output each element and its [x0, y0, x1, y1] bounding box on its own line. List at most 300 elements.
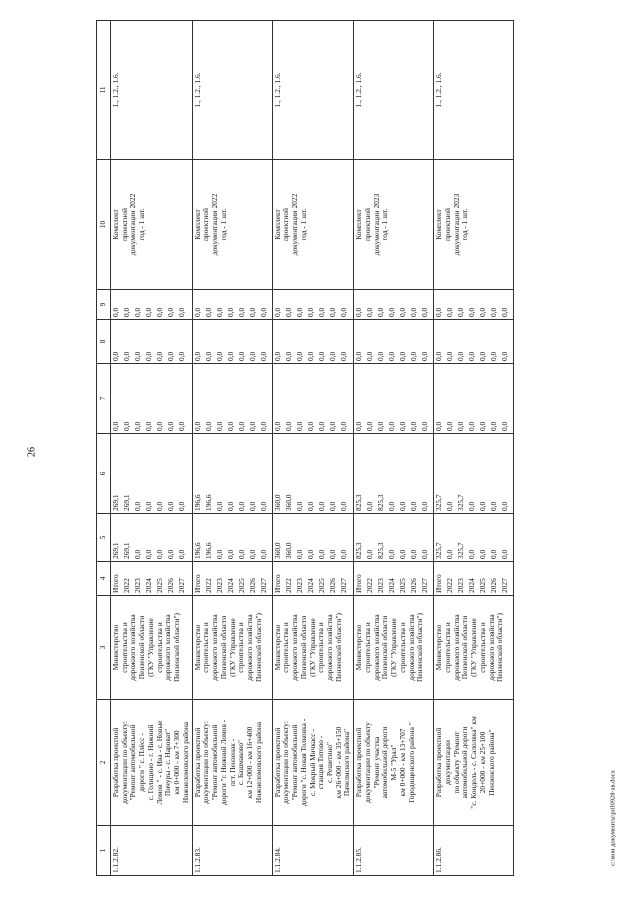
value-col7: 0,0 — [225, 421, 235, 431]
value-col7: 0,0 — [111, 421, 120, 431]
value-col7: 0,0 — [258, 421, 268, 431]
name-line: "Ремонт автомобильной — [210, 724, 220, 801]
row-col5-cell — [272, 514, 354, 562]
value-col6: 0,0 — [420, 501, 430, 511]
value-col6: 0,0 — [305, 501, 315, 511]
indicator-codes: 1., 1.2., 1.6. — [192, 72, 202, 108]
value-col9: 0,0 — [155, 307, 164, 317]
name-line: "с. Кондоль - с. Салолвка" км — [469, 716, 479, 809]
value-col7: 0,0 — [478, 421, 488, 431]
value-col5: 0,0 — [177, 549, 186, 559]
row-result-cell — [192, 160, 272, 290]
header-cell: 4 — [97, 562, 111, 596]
year-label: 2027 — [420, 578, 430, 593]
name-line: км 12+000 - км 16+400 — [245, 726, 255, 799]
value-col9: 0,0 — [305, 307, 315, 317]
name-line: "Ремонт автомобильной — [290, 724, 300, 801]
year-label: 2024 — [225, 578, 235, 593]
result-line: Комплект — [111, 209, 120, 240]
value-col9: 0,0 — [272, 307, 282, 317]
executor-line: строительства и — [201, 622, 211, 673]
indicator-codes: 1., 1.2., 1.6. — [272, 72, 282, 108]
row-result-cell — [111, 160, 193, 290]
row-year-cell — [272, 562, 354, 596]
value-col5: 0,0 — [327, 549, 337, 559]
executor-line: Пензенской области") — [495, 613, 505, 682]
executor-line: дорожного хозяйства — [290, 614, 300, 681]
row-code-cell — [192, 826, 272, 876]
value-col9: 0,0 — [420, 307, 430, 317]
value-col9: 0,0 — [489, 307, 499, 317]
row-col7-cell — [111, 364, 193, 434]
executor-line: Пензенской области — [380, 615, 390, 680]
value-col8: 0,0 — [456, 351, 466, 361]
value-col7: 0,0 — [203, 421, 213, 431]
value-col7: 0,0 — [376, 421, 386, 431]
year-label: 2024 — [467, 578, 477, 593]
result-line: год - 1 шт. — [298, 208, 308, 241]
year-label: 2026 — [409, 578, 419, 593]
row-col5-cell — [192, 514, 272, 562]
row-name-cell — [354, 700, 434, 826]
result-line: проектной — [442, 207, 452, 242]
executor-line: дорожного хозяйства — [406, 614, 416, 681]
table-row — [111, 21, 193, 876]
year-label: 2024 — [305, 578, 315, 593]
value-col8: 0,0 — [247, 351, 257, 361]
row-col6-cell — [192, 434, 272, 514]
value-col9: 0,0 — [294, 307, 304, 317]
value-col8: 0,0 — [398, 351, 408, 361]
value-col6: 325,7 — [456, 494, 466, 511]
name-line: км 0+000 - км 13+707 — [397, 728, 407, 797]
table-row — [192, 21, 272, 876]
result-line: год - 1 шт. — [218, 208, 228, 241]
row-col6-cell — [434, 434, 514, 514]
year-label: 2022 — [445, 578, 455, 593]
value-col9: 0,0 — [166, 307, 175, 317]
result-line: документации 2023 — [371, 193, 381, 256]
result-line: проектной — [362, 207, 372, 242]
row-executor-cell — [354, 596, 434, 700]
value-col6: 0,0 — [398, 501, 408, 511]
value-col6: 825,3 — [354, 494, 364, 511]
year-label: 2027 — [338, 578, 348, 593]
header-cell: 7 — [97, 364, 111, 434]
value-col6: 0,0 — [338, 501, 348, 511]
value-col6: 0,0 — [327, 501, 337, 511]
value-col5: 0,0 — [316, 549, 326, 559]
table-row — [434, 21, 514, 876]
value-col6: 0,0 — [316, 501, 326, 511]
value-col6: 0,0 — [155, 501, 164, 511]
value-col6: 325,7 — [434, 494, 444, 511]
value-col5: 0,0 — [338, 549, 348, 559]
result-line: год - 1 шт. — [460, 208, 470, 241]
row-indicator-cell — [434, 21, 514, 160]
executor-line: Пензенской области") — [172, 613, 182, 682]
year-label: 2027 — [177, 578, 186, 593]
row-indicator-cell — [272, 21, 354, 160]
value-col8: 0,0 — [236, 351, 246, 361]
name-line: по объекту "Ремонт — [451, 731, 461, 794]
row-result-cell — [434, 160, 514, 290]
name-line: Нижнеломовского района — [180, 721, 190, 804]
value-col7: 0,0 — [294, 421, 304, 431]
executor-line: Пензенской области") — [415, 613, 425, 682]
name-line: автомобильной дороги — [380, 726, 390, 799]
value-col8: 0,0 — [489, 351, 499, 361]
value-col6: 0,0 — [445, 501, 455, 511]
row-col9-cell — [192, 290, 272, 320]
name-line: с. Башмаково" — [236, 739, 246, 786]
value-col7: 0,0 — [305, 421, 315, 431]
result-line: проектной — [201, 207, 211, 242]
value-col5: 0,0 — [155, 549, 164, 559]
year-label: 2022 — [122, 578, 131, 593]
value-col5: 0,0 — [166, 549, 175, 559]
executor-line: (ГКУ "Управление — [227, 618, 237, 677]
value-col7: 0,0 — [133, 421, 142, 431]
table-body — [97, 21, 514, 876]
row-indicator-cell — [111, 21, 193, 160]
value-col7: 0,0 — [338, 421, 348, 431]
value-col8: 0,0 — [420, 351, 430, 361]
value-col7: 0,0 — [214, 421, 224, 431]
executor-line: дорожного хозяйства — [371, 614, 381, 681]
name-line: Разработка проектной — [192, 727, 202, 798]
name-line: документации по объекту: — [119, 721, 129, 804]
value-col6: 269,1 — [111, 494, 120, 511]
value-col5: 0,0 — [305, 549, 315, 559]
row-col7-cell — [272, 364, 354, 434]
value-col6: 196,6 — [203, 494, 213, 511]
result-line: Комплект — [354, 209, 364, 240]
value-col9: 0,0 — [177, 307, 186, 317]
value-col7: 0,0 — [192, 421, 202, 431]
value-col5: 0,0 — [236, 549, 246, 559]
name-line: с. Мокрый Мичкасс - — [307, 729, 317, 796]
value-col5: 325,7 — [456, 542, 466, 559]
value-col8: 0,0 — [166, 351, 175, 361]
value-col5: 0,0 — [294, 549, 304, 559]
value-col5: 825,3 — [376, 542, 386, 559]
row-year-cell — [111, 562, 193, 596]
executor-line: строительства и — [281, 622, 291, 673]
row-code-cell — [354, 826, 434, 876]
row-name-cell — [434, 700, 514, 826]
name-line: Городищенского района " — [406, 722, 416, 803]
value-col8: 0,0 — [203, 351, 213, 361]
year-label: 2025 — [398, 578, 408, 593]
result-line: документации 2022 — [210, 193, 220, 256]
year-label: 2023 — [214, 578, 224, 593]
value-col7: 0,0 — [420, 421, 430, 431]
value-col5: 0,0 — [467, 549, 477, 559]
value-col6: 0,0 — [133, 501, 142, 511]
executor-line: Пензенской области") — [253, 613, 263, 682]
value-col6: 0,0 — [409, 501, 419, 511]
value-col5: 0,0 — [214, 549, 224, 559]
value-col9: 0,0 — [144, 307, 153, 317]
row-col6-cell — [354, 434, 434, 514]
year-label: 2027 — [258, 578, 268, 593]
row-executor-cell — [272, 596, 354, 700]
row-year-cell — [192, 562, 272, 596]
value-col9: 0,0 — [258, 307, 268, 317]
value-col6: 0,0 — [247, 501, 257, 511]
value-col8: 0,0 — [192, 351, 202, 361]
year-label: 2022 — [283, 578, 293, 593]
executor-line: Пензенской области — [460, 615, 470, 680]
year-label: 2025 — [478, 578, 488, 593]
value-col8: 0,0 — [327, 351, 337, 361]
value-col6: 0,0 — [214, 501, 224, 511]
row-name-cell — [272, 700, 354, 826]
name-line: автомобильной дороги — [460, 726, 470, 799]
row-col8-cell — [192, 320, 272, 364]
value-col7: 0,0 — [387, 421, 397, 431]
row-col7-cell — [354, 364, 434, 434]
value-col5: 196,6 — [192, 542, 202, 559]
value-col5: 0,0 — [489, 549, 499, 559]
header-row — [97, 21, 111, 876]
executor-line: Пензенской области — [218, 615, 228, 680]
name-line: с. Голицино - г. Нижний — [145, 724, 155, 801]
executor-line: дорожного хозяйства — [486, 614, 496, 681]
page-number: 26 — [26, 447, 38, 457]
row-col5-cell — [354, 514, 434, 562]
indicator-codes: 1., 1.2., 1.6. — [111, 72, 120, 108]
value-col6: 0,0 — [166, 501, 175, 511]
row-col6-cell — [272, 434, 354, 514]
year-label: 2026 — [247, 578, 257, 593]
name-line: Разработка проектной — [354, 727, 364, 798]
value-col8: 0,0 — [365, 351, 375, 361]
value-col6: 0,0 — [144, 501, 153, 511]
value-col6: 0,0 — [365, 501, 375, 511]
value-col7: 0,0 — [177, 421, 186, 431]
value-col6: 0,0 — [294, 501, 304, 511]
value-col7: 0,0 — [354, 421, 364, 431]
row-col9-cell — [272, 290, 354, 320]
year-label: Итого — [354, 574, 364, 593]
year-label: 2023 — [456, 578, 466, 593]
value-col5: 0,0 — [365, 549, 375, 559]
value-col9: 0,0 — [456, 307, 466, 317]
value-col6: 196,6 — [192, 494, 202, 511]
value-col5: 325,7 — [434, 542, 444, 559]
value-col5: 0,0 — [445, 549, 455, 559]
row-executor-cell — [434, 596, 514, 700]
name-line: км 26+000 - км 35+150 — [333, 726, 343, 799]
header-cell: 3 — [97, 596, 111, 700]
executor-line: Пензенской области — [298, 615, 308, 680]
row-executor-cell — [192, 596, 272, 700]
value-col8: 0,0 — [434, 351, 444, 361]
value-col8: 0,0 — [316, 351, 326, 361]
value-col9: 0,0 — [354, 307, 364, 317]
row-col5-cell — [434, 514, 514, 562]
name-line: документации — [442, 740, 452, 785]
header-cell: 10 — [97, 160, 111, 290]
value-col9: 0,0 — [387, 307, 397, 317]
name-line: Пензенского района" — [486, 729, 496, 796]
row-code: 1.1.2.82. — [111, 847, 120, 873]
value-col9: 0,0 — [376, 307, 386, 317]
value-col9: 0,0 — [327, 307, 337, 317]
row-col8-cell — [272, 320, 354, 364]
value-col8: 0,0 — [144, 351, 153, 361]
value-col9: 0,0 — [500, 307, 510, 317]
name-line: 20+000 - км 25+100 — [477, 731, 487, 794]
value-col7: 0,0 — [365, 421, 375, 431]
executor-line: строительства и — [236, 622, 246, 673]
value-col5: 0,0 — [144, 549, 153, 559]
name-line: станция Титово - — [316, 735, 326, 790]
executor-line: строительства и — [477, 622, 487, 673]
value-col6: 360,0 — [283, 494, 293, 511]
value-col5: 360,0 — [272, 542, 282, 559]
result-line: проектной — [281, 207, 291, 242]
value-col6: 0,0 — [387, 501, 397, 511]
value-col8: 0,0 — [305, 351, 315, 361]
indicator-codes: 1., 1.2., 1.6. — [434, 72, 444, 108]
value-col5: 269,1 — [111, 542, 120, 559]
value-col8: 0,0 — [409, 351, 419, 361]
value-col8: 0,0 — [177, 351, 186, 361]
value-col8: 0,0 — [258, 351, 268, 361]
value-col6: 0,0 — [225, 501, 235, 511]
header-cell: 2 — [97, 700, 111, 826]
value-col5: 0,0 — [258, 549, 268, 559]
value-col9: 0,0 — [214, 307, 224, 317]
table-row — [272, 21, 354, 876]
executor-line: дорожного хозяйства — [451, 614, 461, 681]
executor-line: Министерство — [272, 624, 282, 671]
row-code-cell — [434, 826, 514, 876]
value-col9: 0,0 — [467, 307, 477, 317]
program-table — [96, 20, 514, 876]
year-label: 2025 — [316, 578, 326, 593]
header-cell: 11 — [97, 21, 111, 160]
value-col5: 360,0 — [283, 542, 293, 559]
value-col7: 0,0 — [327, 421, 337, 431]
value-col7: 0,0 — [144, 421, 153, 431]
value-col7: 0,0 — [409, 421, 419, 431]
value-col5: 269,1 — [122, 542, 131, 559]
year-label: 2022 — [203, 578, 213, 593]
row-result-cell — [354, 160, 434, 290]
result-line: документации 2022 — [290, 193, 300, 256]
executor-line: Министерство — [354, 624, 364, 671]
row-code: 1.1.2.84. — [272, 847, 282, 873]
value-col9: 0,0 — [225, 307, 235, 317]
executor-line: строительства и — [154, 622, 164, 673]
year-label: Итого — [192, 574, 202, 593]
table-row — [354, 21, 434, 876]
year-label: 2023 — [133, 578, 142, 593]
value-col7: 0,0 — [236, 421, 246, 431]
value-col8: 0,0 — [387, 351, 397, 361]
year-label: 2022 — [365, 578, 375, 593]
value-col9: 0,0 — [445, 307, 455, 317]
value-col6: 0,0 — [489, 501, 499, 511]
value-col7: 0,0 — [467, 421, 477, 431]
value-col5: 0,0 — [409, 549, 419, 559]
value-col8: 0,0 — [111, 351, 120, 361]
name-line: "Ремонт участка — [371, 736, 381, 789]
value-col8: 0,0 — [467, 351, 477, 361]
result-line: Комплект — [192, 209, 202, 240]
value-col8: 0,0 — [376, 351, 386, 361]
value-col8: 0,0 — [214, 351, 224, 361]
value-col7: 0,0 — [155, 421, 164, 431]
value-col6: 0,0 — [467, 501, 477, 511]
executor-line: строительства и — [119, 622, 129, 673]
row-col8-cell — [111, 320, 193, 364]
value-col9: 0,0 — [478, 307, 488, 317]
row-year-cell — [434, 562, 514, 596]
value-col9: 0,0 — [122, 307, 131, 317]
value-col9: 0,0 — [133, 307, 142, 317]
value-col8: 0,0 — [272, 351, 282, 361]
year-label: 2025 — [236, 578, 246, 593]
value-col9: 0,0 — [283, 307, 293, 317]
value-col7: 0,0 — [122, 421, 131, 431]
value-col9: 0,0 — [434, 307, 444, 317]
value-col7: 0,0 — [445, 421, 455, 431]
year-label: 2024 — [144, 578, 153, 593]
value-col6: 269,1 — [122, 494, 131, 511]
name-line: документации по объекту: — [281, 721, 291, 804]
value-col7: 0,0 — [247, 421, 257, 431]
value-col6: 0,0 — [258, 501, 268, 511]
value-col5: 0,0 — [247, 549, 257, 559]
year-label: 2026 — [489, 578, 499, 593]
value-col5: 825,3 — [354, 542, 364, 559]
value-col7: 0,0 — [434, 421, 444, 431]
name-line: документации по объекту: — [201, 721, 211, 804]
value-col8: 0,0 — [294, 351, 304, 361]
result-line: год - 1 шт. — [137, 208, 147, 241]
executor-line: (ГКУ "Управление — [389, 618, 399, 677]
value-col7: 0,0 — [166, 421, 175, 431]
value-col8: 0,0 — [122, 351, 131, 361]
name-line: Разработка проектной — [111, 727, 120, 798]
name-line: дороги " с. Плёсс - — [137, 733, 147, 792]
row-col5-cell — [111, 514, 193, 562]
executor-line: Пензенской области") — [333, 613, 343, 682]
name-line: км 0+000 - км 7+300 — [172, 730, 182, 795]
value-col8: 0,0 — [478, 351, 488, 361]
value-col6: 0,0 — [236, 501, 246, 511]
result-line: год - 1 шт. — [380, 208, 390, 241]
row-col9-cell — [111, 290, 193, 320]
value-col7: 0,0 — [500, 421, 510, 431]
value-col9: 0,0 — [247, 307, 257, 317]
name-line: пгт. Пензенак - — [227, 738, 237, 787]
row-col9-cell — [354, 290, 434, 320]
value-col8: 0,0 — [500, 351, 510, 361]
year-label: 2023 — [294, 578, 304, 593]
executor-line: (ГКУ "Управление — [469, 618, 479, 677]
value-col9: 0,0 — [203, 307, 213, 317]
value-col6: 0,0 — [177, 501, 186, 511]
row-code-cell — [111, 826, 193, 876]
value-col9: 0,0 — [192, 307, 202, 317]
result-line: документации 2023 — [451, 193, 461, 256]
